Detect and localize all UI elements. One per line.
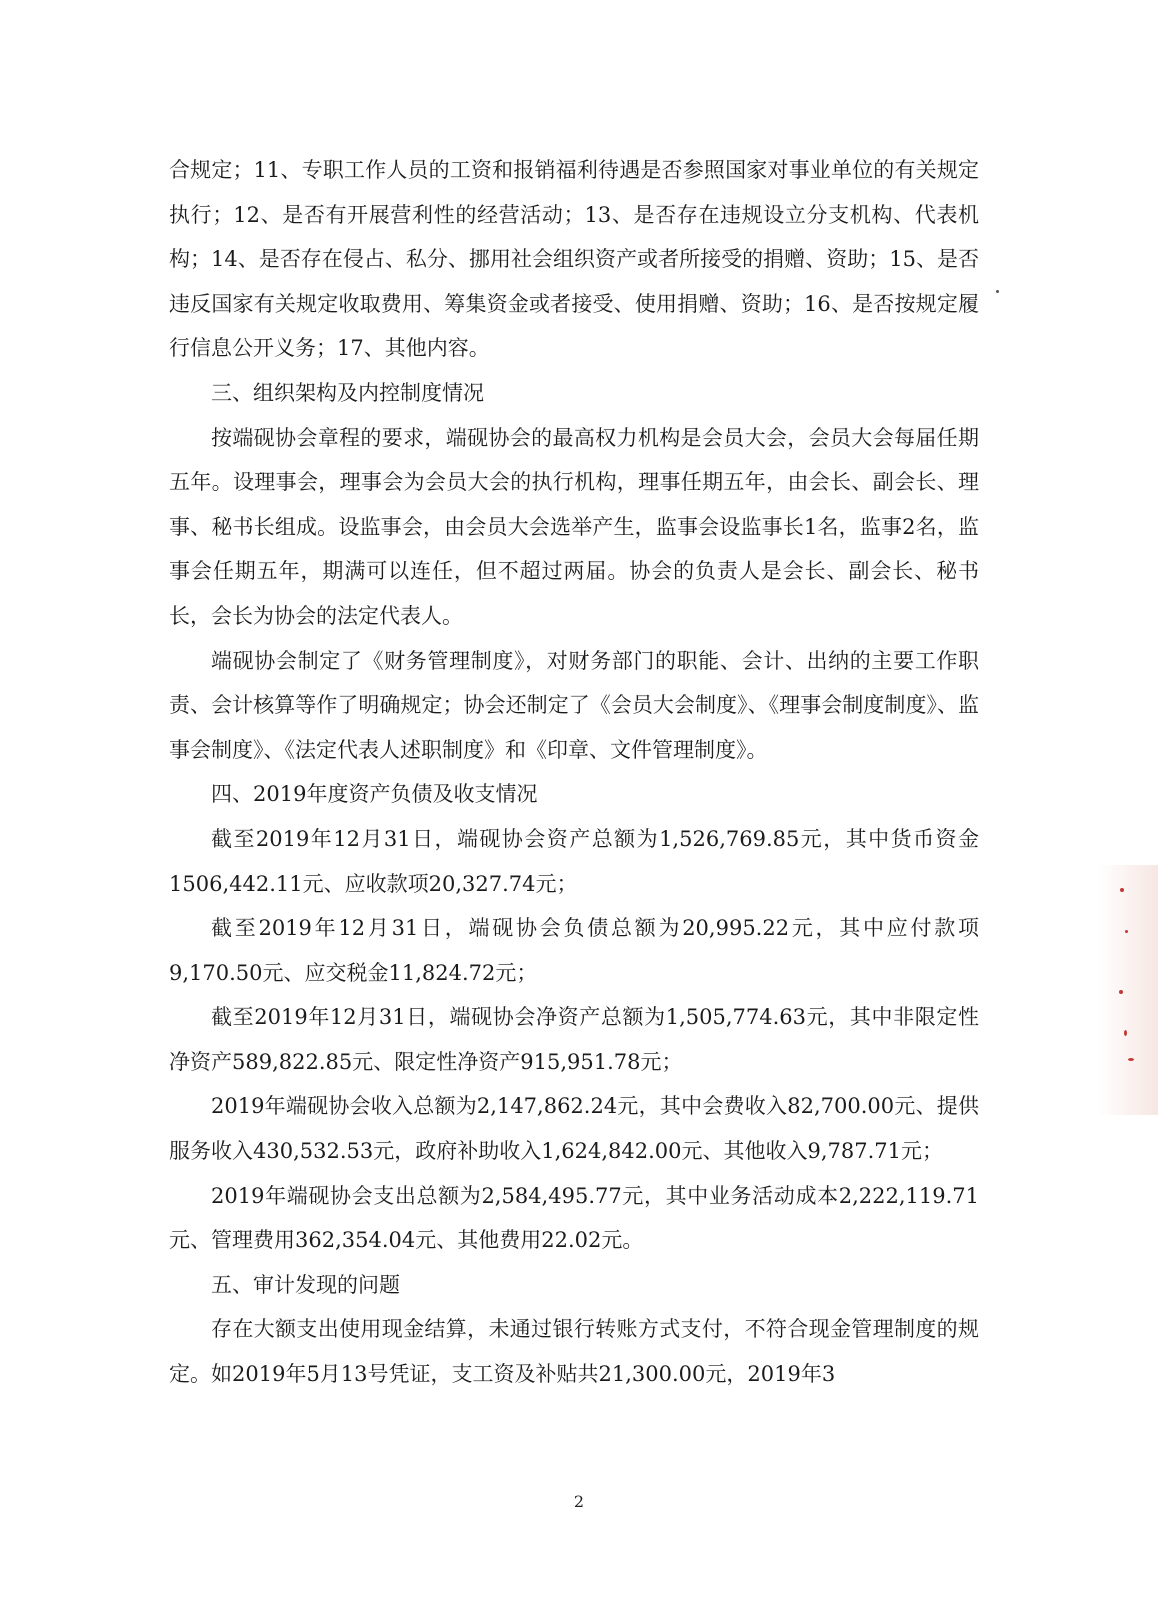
section-heading-financials: 四、2019年度资产负债及收支情况	[211, 782, 538, 807]
paragraph-net-assets: 截至2019年12月31日，端砚协会净资产总额为1,505,774.63元，其中非限定性净资产589,822.85元、限定性净资产915,951.78元；	[169, 1005, 979, 1074]
paragraph-audit-items-continued: 合规定；11、专职工作人员的工资和报销福利待遇是否参照国家对事业单位的有关规定执行；12、是否有开展营利性的经营活动；13、是否存在违规设立分支机构、代表机构；14、是否存在侵占、私分、挪用社会组织资产或者所接受的捐赠、资助；15、是否违反国家有关规定收取费用、筹集资金或者接受、使用捐赠、资助；16、是否按规定履行信息公开义务；17、其他内容。	[169, 158, 979, 361]
seal-ink-dot	[1128, 1058, 1134, 1061]
paragraph-organization-structure: 按端砚协会章程的要求，端砚协会的最高权力机构是会员大会，会员大会每届任期五年。设理事会，理事会为会员大会的执行机构，理事任期五年，由会长、副会长、理事、秘书长组成。设监事会，由会员大会选举产生，监事会设监事长1名，监事2名，监事会任期五年，期满可以连任，但不超过两届。协会的负责人是会长、副会长、秘书长，会长为协会的法定代表人。	[169, 425, 979, 628]
seal-ink-dot	[1124, 1030, 1127, 1036]
seal-ink-dot	[1120, 888, 1124, 892]
section-heading-audit-findings: 五、审计发现的问题	[211, 1272, 400, 1297]
paragraph-total-expenses: 2019年端砚协会支出总额为2,584,495.77元，其中业务活动成本2,222,119.71元、管理费用362,354.04元、其他费用22.02元。	[169, 1183, 979, 1253]
scan-speck	[996, 290, 999, 293]
document-body	[169, 148, 979, 1397]
paragraph-total-assets: 截至2019年12月31日，端砚协会资产总额为1,526,769.85元，其中货币资金1506,442.11元、应收款项20,327.74元；	[169, 826, 979, 896]
seal-ink-dot	[1125, 930, 1128, 933]
section-heading-organization: 三、组织架构及内控制度情况	[211, 380, 484, 405]
paragraph-total-liabilities: 截至2019年12月31日，端砚协会负债总额为20,995.22元，其中应付款项9,170.50元、应交税金11,824.72元；	[169, 916, 979, 985]
seal-edge-mark	[1098, 865, 1158, 1115]
paragraph-total-income: 2019年端砚协会收入总额为2,147,862.24元，其中会费收入82,700.00元、提供服务收入430,532.53元，政府补助收入1,624,842.00元、其他收入9,787.71元；	[169, 1094, 979, 1164]
paragraph-cash-settlement-issue: 存在大额支出使用现金结算，未通过银行转账方式支付，不符合现金管理制度的规定。如2019年5月13号凭证，支工资及补贴共21,300.00元，2019年3	[169, 1317, 979, 1387]
paragraph-internal-control: 端砚协会制定了《财务管理制度》，对财务部门的职能、会计、出纳的主要工作职责、会计核算等作了明确规定；协会还制定了《会员大会制度》、《理事会制度制度》、监事会制度》、《法定代表人述职制度》和《印章、文件管理制度》。	[169, 648, 979, 762]
seal-ink-dot	[1119, 990, 1123, 994]
page-number: 2	[573, 1492, 585, 1511]
